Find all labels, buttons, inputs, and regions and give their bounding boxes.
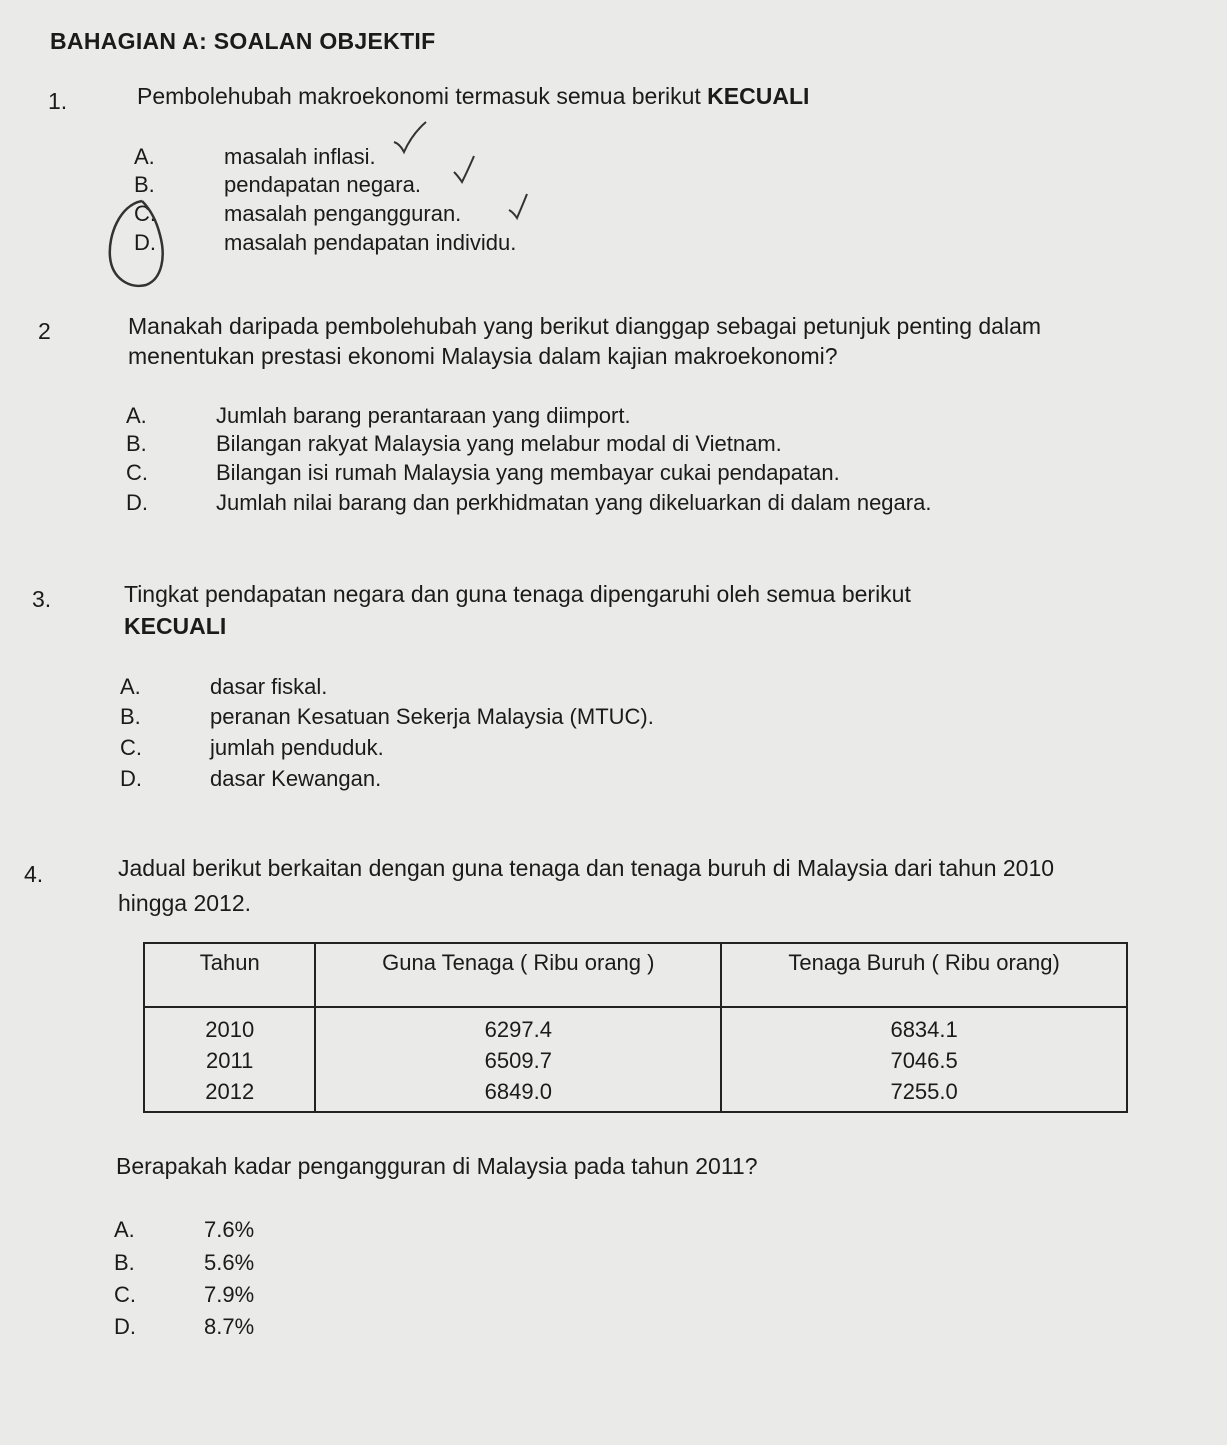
labour-table [143, 942, 1128, 1113]
q3-option-b[interactable] [120, 704, 654, 730]
table-cell: 2010 [205, 1017, 255, 1042]
q1-emphasis: KECUALI [707, 83, 810, 109]
q3-option-a[interactable] [120, 674, 327, 700]
option-letter: D. [126, 490, 148, 515]
option-text: Jumlah nilai barang dan perkhidmatan yang dikeluarkan di dalam negara. [216, 490, 932, 515]
q2-text-line1: Manakah daripada pembolehubah yang berikut dianggap sebagai petunjuk penting dalam [128, 313, 1042, 339]
q4-text-line2: hingga 2012. [118, 890, 252, 916]
q3-number: 3. [32, 586, 52, 612]
option-text: jumlah penduduk. [210, 735, 384, 760]
option-letter: D. [120, 766, 142, 791]
option-text: 7.6% [204, 1217, 255, 1242]
option-text: masalah pendapatan individu. [224, 230, 517, 255]
table-row [144, 1007, 1127, 1112]
q1-option-c[interactable] [134, 201, 461, 227]
q1-text-main: Pembolehubah makroekonomi termasuk semua berikut [137, 83, 701, 109]
option-letter: D. [134, 230, 156, 255]
q3-emphasis: KECUALI [124, 613, 227, 639]
q2-option-a[interactable] [126, 403, 631, 429]
section-title: BAHAGIAN A: SOALAN OBJEKTIF [50, 28, 436, 54]
table-header-row [144, 943, 1127, 1007]
q2-option-c[interactable] [126, 460, 840, 486]
option-letter: A. [114, 1217, 135, 1242]
option-letter: C. [126, 460, 148, 485]
option-text: 7.9% [204, 1282, 255, 1307]
table-cell: 6834.1 [890, 1017, 958, 1042]
q2-option-b[interactable] [126, 431, 782, 457]
table-cell: 6297.4 [484, 1017, 552, 1042]
option-letter: B. [134, 172, 155, 197]
q4-text-line1: Jadual berikut berkaitan dengan guna tenaga dan tenaga buruh di Malaysia dari tahun 2010 [118, 855, 1055, 881]
option-text: masalah inflasi. [224, 144, 376, 169]
option-text: Bilangan rakyat Malaysia yang melabur modal di Vietnam. [216, 431, 782, 456]
table-cell: 2012 [205, 1079, 255, 1104]
table-cell: 7046.5 [890, 1048, 958, 1073]
table-cell: 2011 [206, 1048, 254, 1073]
option-letter: D. [114, 1314, 136, 1339]
option-letter: A. [120, 674, 141, 699]
tenaga-buruh-cell [721, 1007, 1127, 1112]
option-text: pendapatan negara. [224, 172, 421, 197]
option-text: peranan Kesatuan Sekerja Malaysia (MTUC). [210, 704, 654, 729]
option-text: dasar fiskal. [210, 674, 328, 699]
option-letter: C. [120, 735, 142, 760]
table-cell: 6509.7 [484, 1048, 552, 1073]
q1-option-a[interactable] [134, 144, 376, 170]
option-text: 5.6% [204, 1250, 255, 1275]
table-header-cell: Guna Tenaga ( Ribu orang ) [315, 943, 721, 1007]
q1-text [137, 80, 809, 112]
table-cell: 6849.0 [484, 1079, 552, 1104]
option-text: 8.7% [204, 1314, 255, 1339]
q1-number: 1. [48, 88, 68, 114]
option-letter: B. [126, 431, 147, 456]
table-cell: 7255.0 [890, 1079, 958, 1104]
option-letter: C. [114, 1282, 136, 1307]
handwritten-tick-icon [505, 190, 545, 230]
q4-option-b[interactable] [114, 1250, 254, 1276]
option-letter: A. [134, 144, 155, 169]
handwritten-tick-icon [450, 150, 490, 190]
guna-tenaga-cell [315, 1007, 721, 1112]
option-letter: B. [120, 704, 141, 729]
option-text: dasar Kewangan. [210, 766, 382, 791]
q3-option-d[interactable] [120, 766, 381, 792]
q2-text-line2: menentukan prestasi ekonomi Malaysia dalam kajian makroekonomi? [128, 343, 838, 369]
q4-option-a[interactable] [114, 1217, 254, 1243]
option-text: Bilangan isi rumah Malaysia yang membayar cukai pendapatan. [216, 460, 840, 485]
q1-option-b[interactable] [134, 172, 421, 198]
option-letter: B. [114, 1250, 135, 1275]
year-cell [144, 1007, 315, 1112]
option-text: Jumlah barang perantaraan yang diimport. [216, 403, 631, 428]
handwritten-circle-icon [100, 195, 175, 295]
q4-number: 4. [24, 861, 44, 887]
q4-followup: Berapakah kadar pengangguran di Malaysia pada tahun 2011? [116, 1153, 758, 1179]
option-letter: C. [134, 201, 156, 226]
q1-option-d[interactable] [134, 230, 516, 256]
q3-text-line1: Tingkat pendapatan negara dan guna tenaga dipengaruhi oleh semua berikut [124, 581, 911, 607]
table-header-cell: Tahun [144, 943, 315, 1007]
option-text: masalah pengangguran. [224, 201, 462, 226]
q4-option-d[interactable] [114, 1314, 254, 1340]
q2-number: 2 [38, 318, 51, 344]
table-header-cell: Tenaga Buruh ( Ribu orang) [721, 943, 1127, 1007]
option-letter: A. [126, 403, 147, 428]
handwritten-tick-icon [390, 118, 430, 158]
q3-option-c[interactable] [120, 735, 384, 761]
q2-option-d[interactable] [126, 490, 931, 516]
q4-option-c[interactable] [114, 1282, 254, 1308]
